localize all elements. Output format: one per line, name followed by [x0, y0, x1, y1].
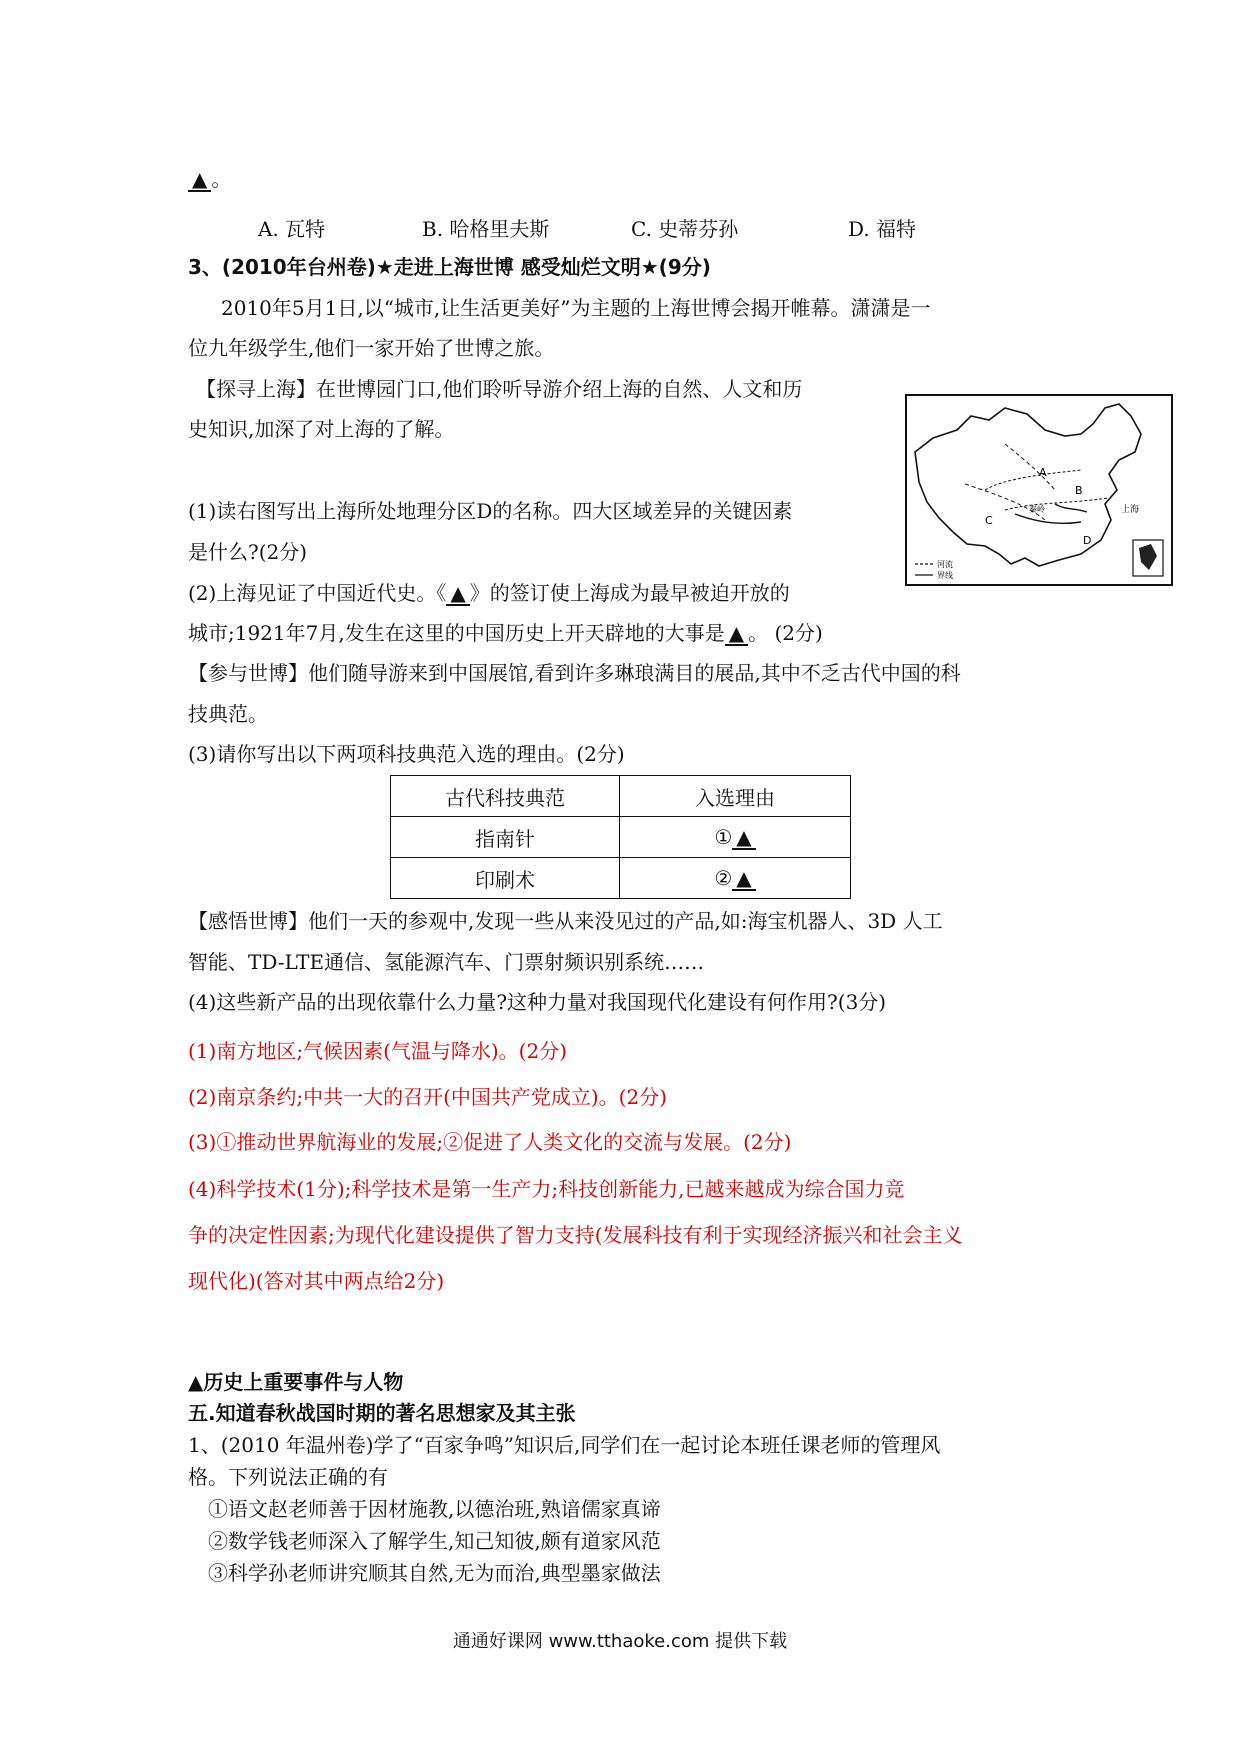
section-q1-line1: 1、(2010 年温州卷)学了“百家争鸣”知识后,同学们在一起讨论本班任课老师的管理风 [188, 1433, 941, 1457]
table-row [391, 817, 851, 858]
option-c: C. 史蒂芬孙 [631, 217, 739, 241]
answer-line: (2)南京条约;中共一大的召开(中国共产党成立)。(2分) [188, 1085, 668, 1109]
section-title: 五.知道春秋战国时期的著名思想家及其主张 [188, 1401, 576, 1425]
table-cell [620, 817, 851, 858]
table-row [391, 858, 851, 899]
feel-line2: 智能、TD-LTE通信、氢能源汽车、门票射频识别系统…… [188, 950, 705, 974]
q3-sub2-text-d: 。 (2分) [748, 621, 823, 645]
q3-sub2-line2 [188, 618, 823, 648]
q3-sub1-line2: 是什么?(2分) [188, 540, 308, 564]
explore-line1: 【探寻上海】在世博园门口,他们聆听导游介绍上海的自然、人文和历 [196, 377, 803, 401]
table-header: 古代科技典范 [391, 776, 620, 817]
option-a: A. 瓦特 [258, 217, 326, 241]
q3-sub2-text-b: 》的签订使上海成为最早被迫开放的 [469, 581, 790, 605]
china-map [905, 394, 1173, 586]
q3-sub4-line: (4)这些新产品的出现依靠什么力量?这种力量对我国现代化建设有何作用?(3分) [188, 990, 887, 1014]
q3-intro-line2: 位九年级学生,他们一家开始了世博之旅。 [188, 336, 555, 360]
map-label-b: B [1075, 484, 1083, 497]
join-line2: 技典范。 [188, 702, 268, 726]
map-label-qinling: 秦岭 [1029, 505, 1045, 514]
map-label-shanghai: 上海 [1121, 505, 1140, 515]
section-option: ②数学钱老师深入了解学生,知己知彼,颇有道家风范 [208, 1529, 661, 1553]
q2-blank-tail: 。 [211, 167, 232, 191]
table-cell [620, 858, 851, 899]
feel-line1: 【感悟世博】他们一天的参观中,发现一些从来没见过的产品,如:海宝机器人、3D 人工 [188, 909, 943, 933]
section-option: ①语文赵老师善于因材施教,以德治班,熟谙儒家真谛 [208, 1497, 661, 1521]
section-q1-line2: 格。下列说法正确的有 [188, 1465, 388, 1489]
map-label-d: D [1083, 534, 1092, 547]
q3-title: 3、(2010年台州卷)★走进上海世博 感受灿烂文明★(9分) [188, 255, 711, 279]
circled-number: ① [714, 824, 733, 849]
answer-line: 争的决定性因素;为现代化建设提供了智力支持(发展科技有利于实现经济振兴和社会主义 [188, 1223, 963, 1247]
answer-blank: ▲ [732, 826, 755, 850]
table-cell: 印刷术 [391, 858, 620, 899]
explore-line2: 史知识,加深了对上海的了解。 [188, 417, 455, 441]
answer-blank: ▲ [446, 582, 469, 606]
q2-blank-line [188, 164, 231, 194]
map-label-a: A [1039, 466, 1047, 479]
circled-number: ② [714, 865, 733, 890]
table-cell: 指南针 [391, 817, 620, 858]
answer-blank: ▲ [732, 867, 755, 891]
q3-intro-line1: 2010年5月1日,以“城市,让生活更美好”为主题的上海世博会揭开帷幕。潇潇是一 [221, 296, 931, 320]
section-heading: ▲历史上重要事件与人物 [188, 1370, 404, 1394]
answer-line: (1)南方地区;气候因素(气温与降水)。(2分) [188, 1039, 568, 1063]
table-header: 入选理由 [620, 776, 851, 817]
section-option: ③科学孙老师讲究顺其自然,无为而治,典型墨家做法 [208, 1561, 661, 1585]
answer-blank: ▲ [188, 168, 211, 192]
answer-line: 现代化)(答对其中两点给2分) [188, 1269, 445, 1293]
join-line1: 【参与世博】他们随导游来到中国展馆,看到许多琳琅满目的展品,其中不乏古代中国的科 [188, 661, 961, 685]
map-label-c: C [985, 514, 993, 527]
answer-line: (4)科学技术(1分);科学技术是第一生产力;科技创新能力,已越来越成为综合国力竞 [188, 1177, 905, 1201]
legend-boundary: 界线 [937, 571, 953, 580]
answer-blank: ▲ [725, 622, 748, 646]
q3-sub1-line1: (1)读右图写出上海所处地理分区D的名称。四大区域差异的关键因素 [188, 499, 793, 523]
table-header-row [391, 776, 851, 817]
option-d: D. 福特 [848, 217, 917, 241]
page-footer: 通通好课网 www.tthaoke.com 提供下载 [452, 1631, 788, 1652]
answer-line: (3)①推动世界航海业的发展;②促进了人类文化的交流与发展。(2分) [188, 1130, 792, 1154]
q3-sub2-line1 [188, 578, 790, 608]
tech-table [390, 775, 851, 899]
q3-sub2-text-a: (2)上海见证了中国近代史。《 [188, 581, 447, 605]
option-b: B. 哈格里夫斯 [422, 217, 550, 241]
q3-sub3-line: (3)请你写出以下两项科技典范入选的理由。(2分) [188, 742, 625, 766]
legend-river: 河流 [937, 560, 953, 569]
q3-sub2-text-c: 城市;1921年7月,发生在这里的中国历史上开天辟地的大事是 [188, 621, 725, 645]
